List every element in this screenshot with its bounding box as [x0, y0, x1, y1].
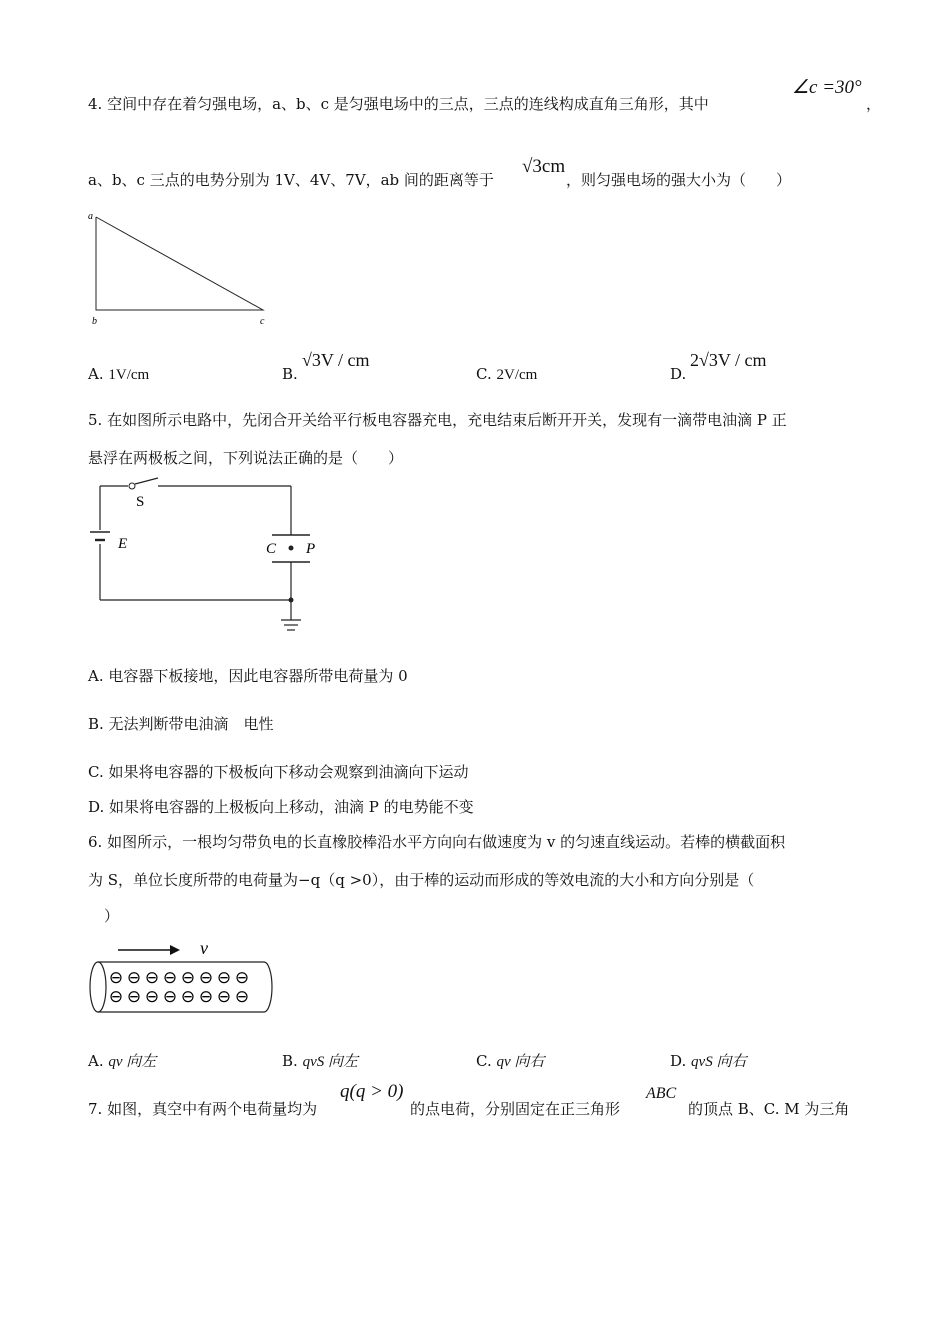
q5-label-s: S [136, 494, 145, 510]
q6-rod-figure [86, 938, 276, 1018]
q5-label-p: P [306, 541, 316, 557]
negative-charge-icon: ⊖ [162, 987, 178, 1007]
negative-charge-icon: ⊖ [234, 987, 250, 1007]
q4-option-d-value: 2√3V / cm [690, 350, 767, 370]
velocity-arrow-icon [170, 945, 180, 955]
negative-charge-icon: ⊖ [108, 968, 124, 988]
q7-stem-part2: 的点电荷，分别固定在正三角形 [410, 1100, 621, 1118]
negative-charge-icon: ⊖ [144, 987, 160, 1007]
q7-abc: ABC [646, 1085, 677, 1102]
q7-stem-part1: 7. 如图，真空中有两个电荷量均为 [88, 1100, 318, 1118]
q4-label-c: c [260, 316, 265, 327]
q6-label-v: v [200, 938, 208, 958]
q4-stem-line2b: ，则匀强电场的强大小为（ ） [566, 171, 792, 189]
negative-charge-icon: ⊖ [162, 968, 178, 988]
q5-label-c: C [266, 541, 277, 557]
q5-circuit-figure [86, 478, 316, 643]
q5-option-d: D. 如果将电容器的上极板向上移动，油滴 P 的电势能不变 [88, 798, 474, 816]
q4-triangle-figure [86, 210, 271, 330]
negative-charge-icon: ⊖ [144, 968, 160, 988]
negative-charge-icon: ⊖ [198, 987, 214, 1007]
negative-charge-icon: ⊖ [234, 968, 250, 988]
q4-stem-line1: 4. 空间中存在着匀强电场，a、b、c 是匀强电场中的三点，三点的连线构成直角三角形，其中 [88, 95, 709, 113]
q5-stem-line1: 5. 在如图所示电路中，先闭合开关给平行板电容器充电，充电结束后断开开关，发现有一滴带电油滴 P 正 [88, 411, 787, 429]
q6-stem-line2: 为 S，单位长度所带的电荷量为−q（q >0），由于棒的运动而形成的等效电流的大小和方向分别是（ [88, 871, 755, 889]
q5-option-a: A. 电容器下板接地，因此电容器所带电荷量为 0 [88, 667, 408, 685]
q5-stem-line2: 悬浮在两极板之间，下列说法正确的是（ ） [88, 449, 404, 467]
q4-option-b-value: √3V / cm [302, 350, 370, 370]
q4-stem-line2a: a、b、c 三点的电势分别为 1V、4V、7V，ab 间的距离等于 [88, 171, 494, 189]
q4-label-a: a [88, 211, 93, 222]
negative-charge-icon: ⊖ [108, 987, 124, 1007]
q6-stem-line1: 6. 如图所示，一根均匀带负电的长直橡胶棒沿水平方向向右做速度为 v 的匀速直线运动。若棒的横截面积 [88, 833, 786, 851]
q7-charge-formula: q(q > 0) [340, 1081, 404, 1102]
negative-charge-icon: ⊖ [180, 987, 196, 1007]
negative-charge-icon: ⊖ [216, 987, 232, 1007]
oil-drop-p-icon [289, 546, 294, 551]
negative-charge-icon: ⊖ [126, 987, 142, 1007]
q4-label-b: b [92, 316, 97, 327]
q5-label-e: E [118, 536, 128, 552]
q4-angle-formula: ∠c =30° [792, 77, 862, 98]
switch-pivot-icon [129, 483, 135, 489]
negative-charge-icon: ⊖ [180, 968, 196, 988]
q5-option-b: B. 无法判断带电油滴 电性 [88, 715, 274, 733]
negative-charge-icon: ⊖ [198, 968, 214, 988]
q6-stem-line3: ） [104, 907, 120, 925]
q4-comma: ， [866, 95, 882, 113]
q6-option-c: C. qv 向右 [476, 1052, 545, 1070]
q6-option-d: D. qvS 向右 [670, 1052, 747, 1070]
q4-sqrt3cm: √3cm [522, 156, 566, 177]
negative-charge-icon: ⊖ [126, 968, 142, 988]
q4-option-a: A. 1V/cm [88, 365, 150, 383]
q7-stem-part3: 的顶点 B、C. M 为三角 [688, 1100, 850, 1118]
negative-charge-icon: ⊖ [216, 968, 232, 988]
q5-option-c: C. 如果将电容器的下极板向下移动会观察到油滴向下运动 [88, 763, 469, 781]
q4-option-b-letter: B. [282, 365, 298, 383]
q6-option-a: A. qv 向左 [88, 1052, 157, 1070]
q6-option-b: B. qvS 向左 [282, 1052, 358, 1070]
q4-option-d-letter: D. [670, 365, 687, 383]
q4-option-c: C. 2V/cm [476, 365, 538, 383]
